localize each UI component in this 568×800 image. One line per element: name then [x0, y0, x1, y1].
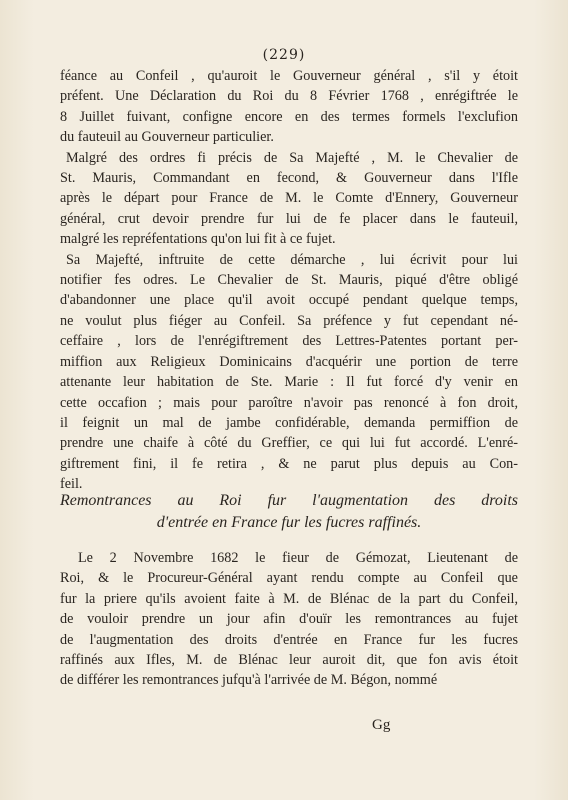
- text-line: féance au Confeil , qu'auroit le Gouverneur général , s'il y étoit: [60, 68, 518, 84]
- text-line: attenante leur habitation de Ste. Marie : Il fut forcé d'y venir en: [60, 374, 518, 391]
- text-line: général, crut devoir prendre fur lui de fe placer dans le fauteuil,: [60, 210, 518, 227]
- text-line: cette occafion ; mais pour paroître n'avoir pas renoncé à fon droit,: [60, 394, 518, 411]
- catchword: Gg: [372, 717, 391, 733]
- text-line: St. Mauris, Commandant en fecond, & Gouverneur dans l'Ifle: [60, 170, 518, 187]
- body-text-top: [60, 66, 518, 495]
- body-text-bottom: [60, 548, 518, 691]
- text-line: ne voulut plus fiéger au Confeil. Sa préfence y fut cependant né-: [60, 312, 518, 329]
- text-line: prendre une chaife à côté du Greffier, ce qui lui fut accordé. L'enré-: [60, 435, 518, 452]
- text-line: Malgré des ordres fi précis de Sa Majefté , M. le Chevalier de: [66, 149, 518, 166]
- text-line: de différer les remontrances jufqu'à l'arrivée de M. Bégon, nommé: [60, 672, 438, 689]
- text-line: fur la priere qu'ils avoient faite à M. de Blénac de la part du Confeil,: [60, 590, 518, 607]
- section-heading: [60, 490, 518, 534]
- text-line: miffion aux Religieux Dominicains d'acquérir une portion de terre: [60, 353, 518, 370]
- text-line: feil.: [60, 476, 83, 493]
- section-heading-line-2: d'entrée en France fur les fucres raffinés.: [156, 514, 422, 531]
- text-line: il feignit un mal de jambe confidérable, demanda permiffion de: [60, 414, 518, 431]
- text-line: Sa Majefté, inftruite de cette démarche , lui écrivit pour lui: [66, 251, 518, 268]
- text-line: ceffaire , lors de l'enrégiftrement des Lettres-Patentes portant per-: [60, 333, 518, 350]
- section-heading-line-1: Remontrances au Roi fur l'augmentation des droits: [60, 492, 518, 509]
- text-line: après le départ pour France de M. le Comte d'Ennery, Gouverneur: [60, 190, 518, 207]
- text-line: préfent. Une Déclaration du Roi du 8 Février 1768 , enrégiftrée le: [60, 88, 518, 105]
- text-line: raffinés aux Ifles, M. de Blénac leur auroit dit, que fon avis étoit: [60, 652, 518, 669]
- text-line: 8 Juillet fuivant, configne encore en des termes formels l'exclufion: [60, 108, 518, 125]
- page-number: (229): [262, 47, 306, 63]
- text-line: malgré les repréfentations qu'on lui fit à ce fujet.: [60, 231, 336, 248]
- text-line: Le 2 Novembre 1682 le fieur de Gémozat, Lieutenant de: [78, 550, 518, 566]
- text-line: notifier fes odres. Le Chevalier de St. Mauris, piqué d'être obligé: [60, 272, 518, 289]
- text-line: du fauteuil au Gouverneur particulier.: [60, 129, 274, 146]
- text-line: giftrement fini, il fe retira , & ne parut plus depuis au Con-: [60, 455, 518, 472]
- text-line: de vouloir prendre un jour afin d'ouïr les remontrances au fujet: [60, 611, 518, 628]
- text-line: d'abandonner une place qu'il avoit occupé pendant quelque temps,: [60, 292, 518, 309]
- text-line: de l'augmentation des droits d'entrée en France fur les fucres: [60, 631, 518, 648]
- text-line: Roi, & le Procureur-Général ayant rendu compte au Confeil que: [60, 570, 518, 587]
